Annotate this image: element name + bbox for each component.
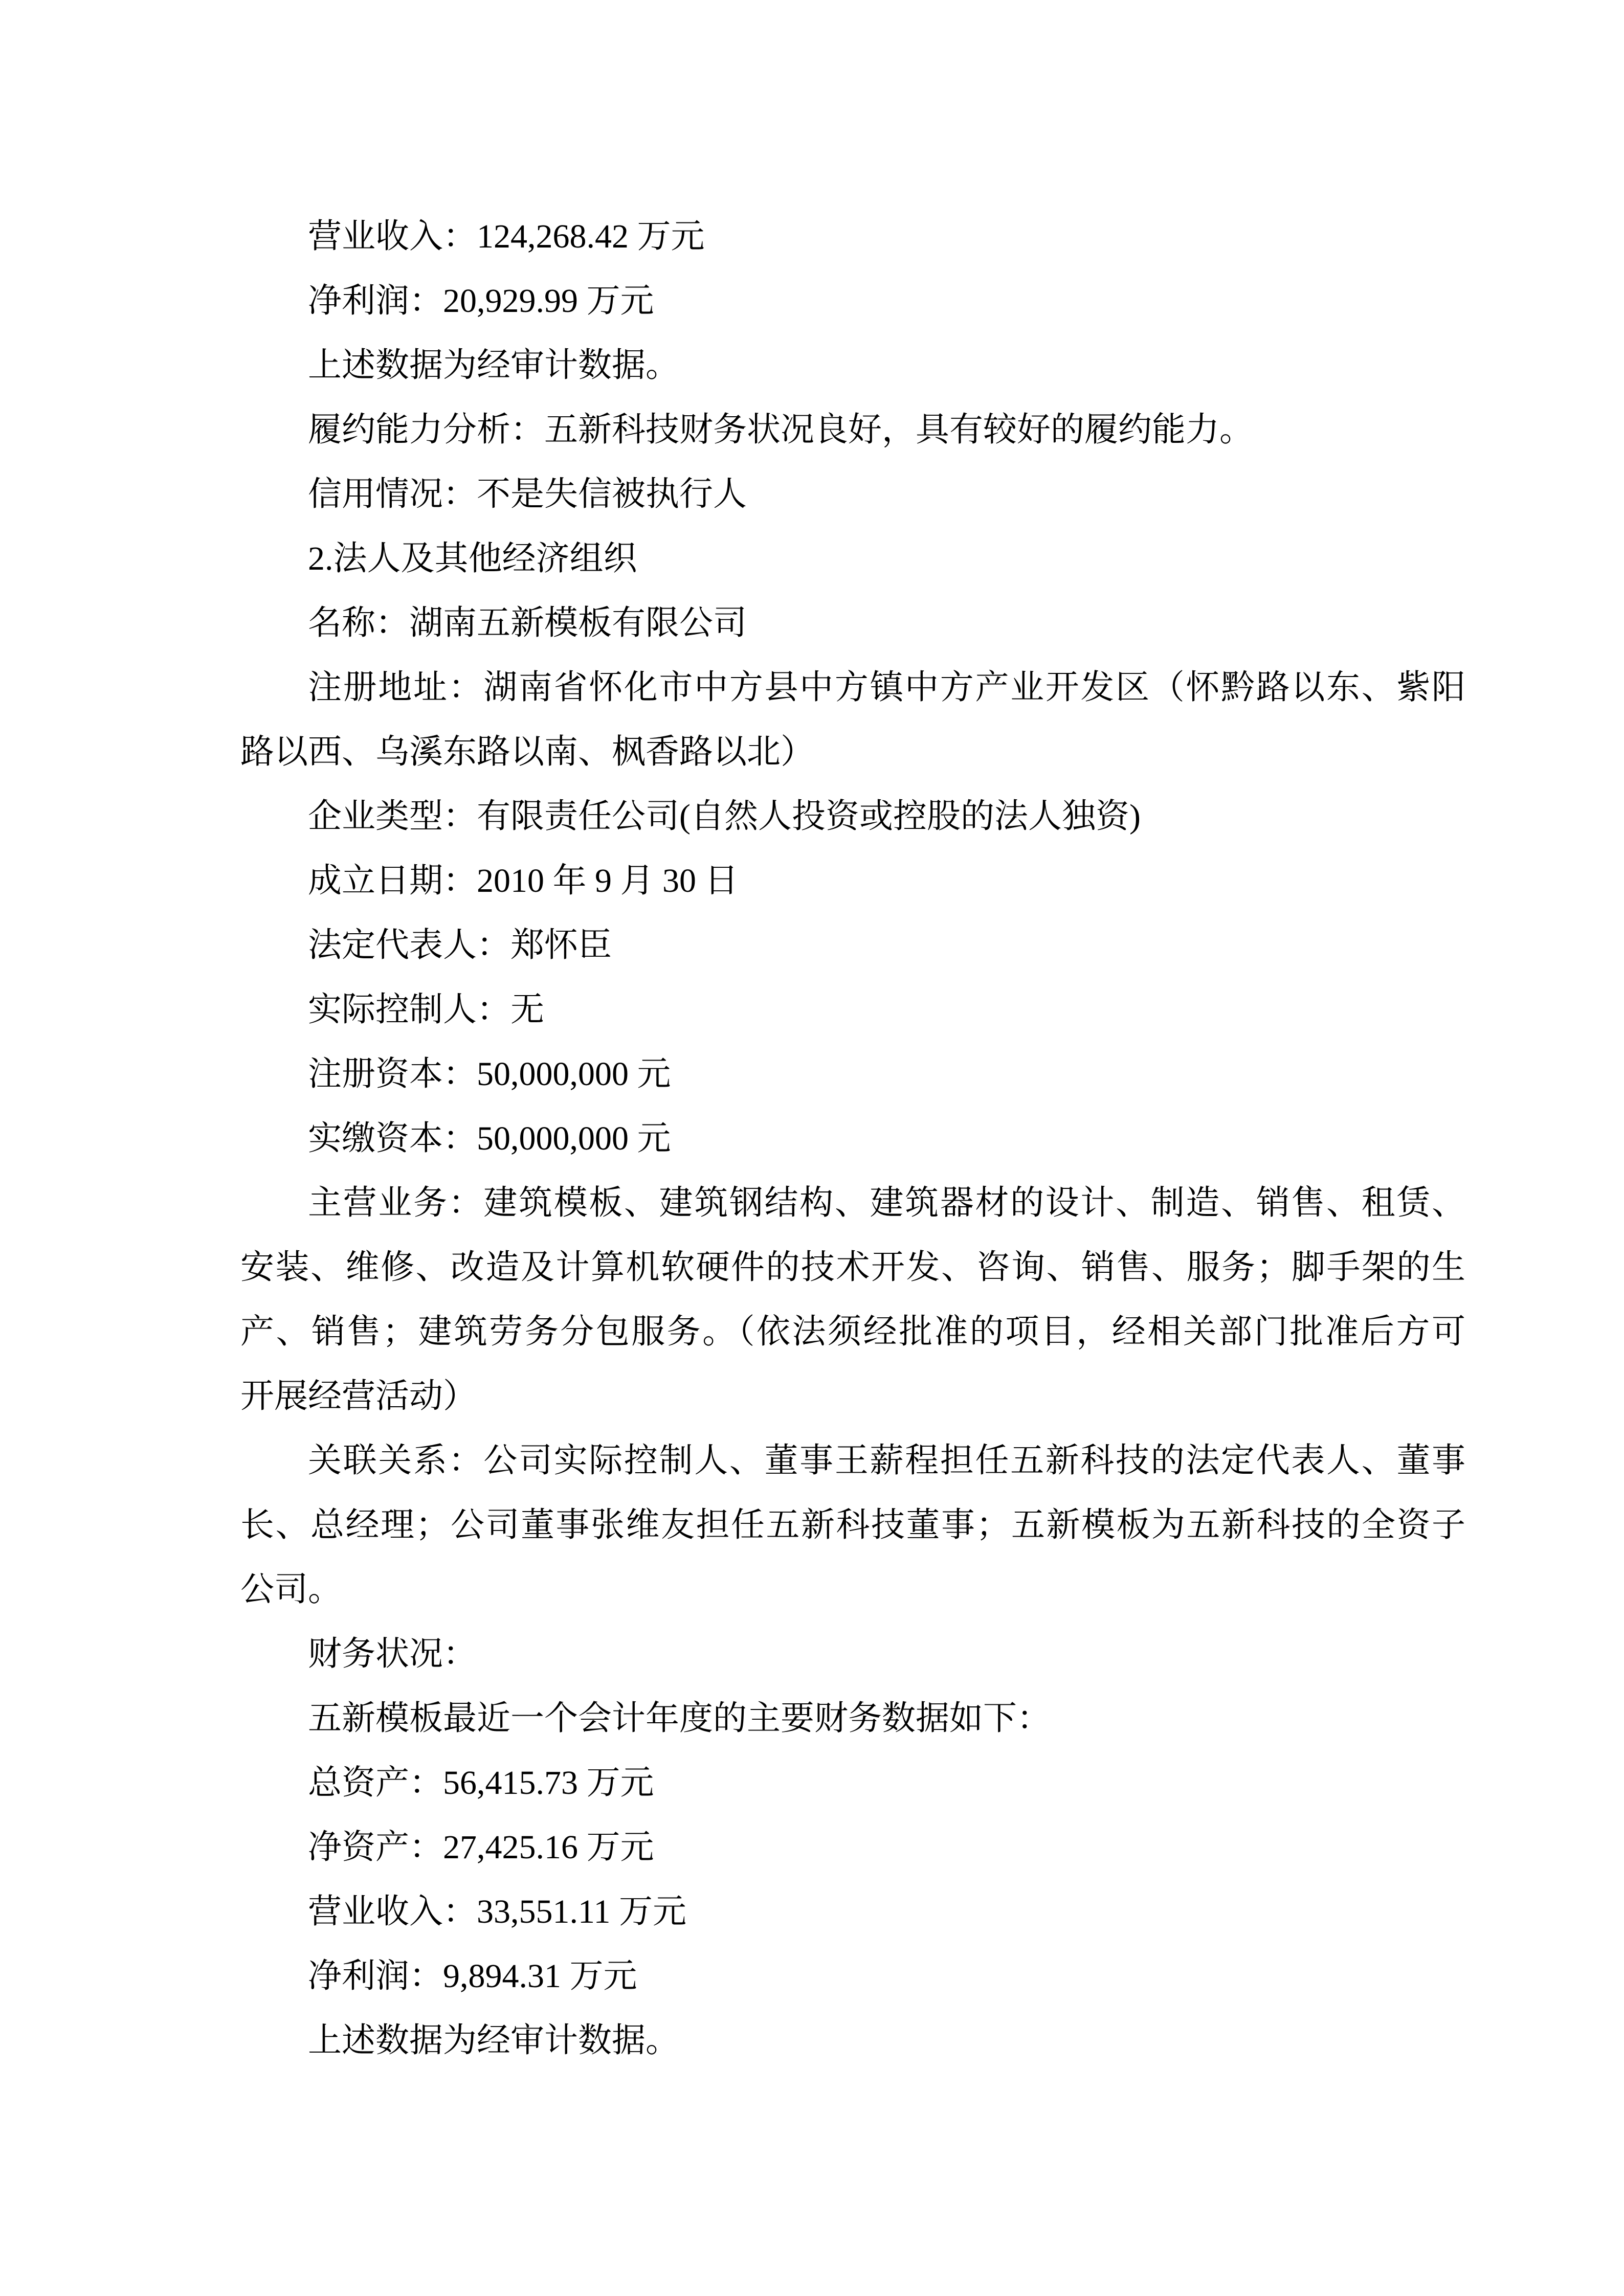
text-line: 净利润：20,929.99 万元 [308, 282, 654, 320]
text-line: 主营业务：建筑模板、建筑钢结构、建筑器材的设计、制造、销售、租赁、 [308, 1184, 1465, 1222]
text-line: 实缴资本：50,000,000 元 [308, 1120, 671, 1157]
text-line: 关联关系：公司实际控制人、董事王薪程担任五新科技的法定代表人、董事 [308, 1442, 1465, 1479]
text-line: 营业收入：33,551.11 万元 [308, 1893, 687, 1930]
text-line: 营业收入：124,268.42 万元 [308, 218, 705, 255]
text-line: 五新模板最近一个会计年度的主要财务数据如下： [308, 1700, 1051, 1737]
text-line: 2.法人及其他经济组织 [308, 540, 637, 577]
text-line: 信用情况：不是失信被执行人 [308, 476, 747, 513]
text-line: 实际控制人：无 [308, 991, 544, 1028]
text-line: 产、销售；建筑劳务分包服务。（依法须经批准的项目，经相关部门批准后方可 [240, 1313, 1465, 1350]
text-line: 上述数据为经审计数据。 [308, 347, 679, 384]
text-line: 开展经营活动） [240, 1378, 477, 1415]
document-body [240, 205, 1465, 2073]
text-line: 名称：湖南五新模板有限公司 [308, 604, 747, 642]
text-line: 注册资本：50,000,000 元 [308, 1055, 671, 1093]
text-line: 履约能力分析：五新科技财务状况良好，具有较好的履约能力。 [308, 411, 1253, 448]
text-line: 企业类型：有限责任公司(自然人投资或控股的法人独资) [308, 798, 1141, 835]
text-line: 安装、维修、改造及计算机软硬件的技术开发、咨询、销售、服务；脚手架的生 [240, 1249, 1465, 1286]
text-line: 净资产：27,425.16 万元 [308, 1829, 654, 1866]
text-line: 财务状况： [308, 1635, 477, 1673]
text-line: 路以西、乌溪东路以南、枫香路以北） [240, 733, 814, 771]
text-line: 注册地址：湖南省怀化市中方县中方镇中方产业开发区（怀黔路以东、紫阳 [308, 669, 1465, 706]
text-line: 法定代表人：郑怀臣 [308, 927, 612, 964]
text-line: 长、总经理；公司董事张维友担任五新科技董事；五新模板为五新科技的全资子 [240, 1506, 1465, 1544]
text-line: 上述数据为经审计数据。 [308, 2022, 679, 2059]
text-line: 总资产：56,415.73 万元 [308, 1764, 654, 1802]
text-line: 成立日期：2010 年 9 月 30 日 [308, 862, 739, 899]
text-line: 净利润：9,894.31 万元 [308, 1957, 637, 1995]
text-line: 公司。 [240, 1571, 342, 1608]
